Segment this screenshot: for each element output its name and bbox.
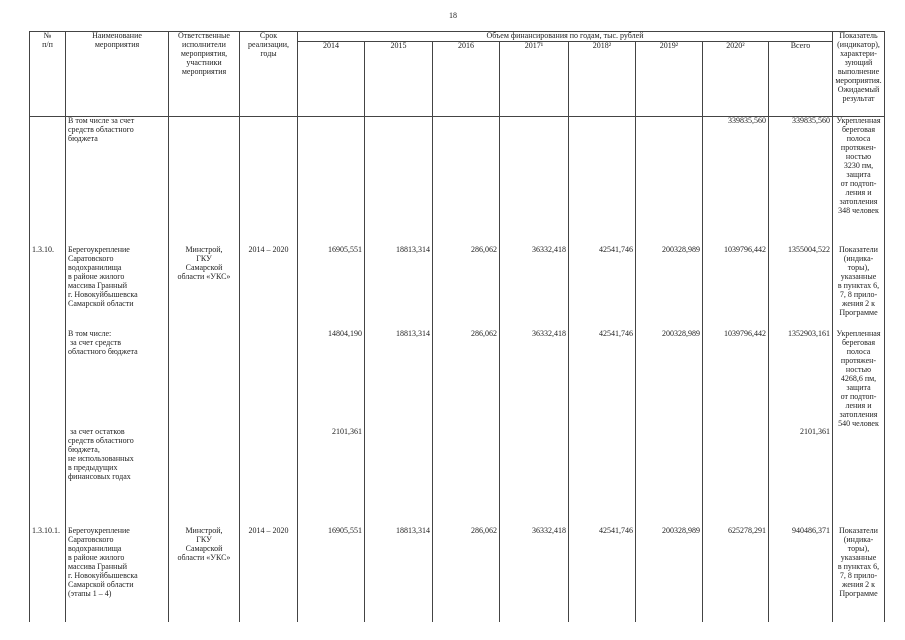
- row-executors: [169, 330, 240, 428]
- financing-table: [29, 31, 885, 622]
- row-value: 339835,560: [703, 117, 769, 243]
- row-value: [433, 428, 500, 523]
- row-term: [240, 330, 298, 428]
- year-header-6: 2020²: [703, 42, 769, 117]
- row-value: [569, 117, 636, 243]
- row-value: [703, 428, 769, 523]
- row-value: 16905,551: [298, 242, 365, 330]
- header-name: Наименование мероприятия: [66, 32, 169, 117]
- row-term: 2014 – 2020: [240, 523, 298, 622]
- row-value: 18813,314: [365, 330, 433, 428]
- table-row: [30, 242, 885, 330]
- row-indicator: Укрепленная береговая полоса протяжен- ностью 3230 пм, защита от подтоп- ления и затопления 348 человек: [833, 117, 885, 243]
- row-name: В том числе: за счет средств областного бюджета: [66, 330, 169, 428]
- table-row: [30, 117, 885, 243]
- header-indicator: Показатель (индикатор), характери- зующий выполнение мероприятия. Ожидаемый результат: [833, 32, 885, 117]
- row-name: В том числе за счет средств областного бюджета: [66, 117, 169, 243]
- row-value: 36332,418: [500, 523, 569, 622]
- table-row: [30, 428, 885, 523]
- table-row: [30, 330, 885, 428]
- row-value: 1039796,442: [703, 242, 769, 330]
- row-value: 940486,371: [769, 523, 833, 622]
- year-header-7: Всего: [769, 42, 833, 117]
- header-num: № п/п: [30, 32, 66, 117]
- row-value: [500, 428, 569, 523]
- row-term: [240, 428, 298, 523]
- row-value: [569, 428, 636, 523]
- row-value: 16905,551: [298, 523, 365, 622]
- header-row: [30, 32, 885, 42]
- year-header-0: 2014: [298, 42, 365, 117]
- row-term: [240, 117, 298, 243]
- row-value: [365, 428, 433, 523]
- year-header-4: 2018²: [569, 42, 636, 117]
- row-value: 1355004,522: [769, 242, 833, 330]
- row-value: [636, 428, 703, 523]
- header-funding: Объем финансирования по годам, тыс. рублей: [298, 32, 833, 42]
- row-indicator: Показатели (индика- торы), указанные в пунктах 6, 7, 8 прило- жения 2 к Программе: [833, 523, 885, 622]
- row-value: 36332,418: [500, 242, 569, 330]
- row-term: 2014 – 2020: [240, 242, 298, 330]
- row-value: [433, 117, 500, 243]
- row-executors: Минстрой, ГКУ Самарской области «УКС»: [169, 523, 240, 622]
- row-executors: Минстрой, ГКУ Самарской области «УКС»: [169, 242, 240, 330]
- row-value: 625278,291: [703, 523, 769, 622]
- row-value: 36332,418: [500, 330, 569, 428]
- row-name: за счет остатков средств областного бюджета, не использованных в предыдущих финансовых годах: [66, 428, 169, 523]
- page-number: 18: [449, 11, 457, 20]
- row-value: 2101,361: [298, 428, 365, 523]
- year-header-1: 2015: [365, 42, 433, 117]
- row-value: [500, 117, 569, 243]
- row-num: [30, 428, 66, 523]
- row-executors: [169, 428, 240, 523]
- row-value: 1352903,161: [769, 330, 833, 428]
- row-value: 339835,560: [769, 117, 833, 243]
- row-value: 42541,746: [569, 242, 636, 330]
- row-num: 1.3.10.1.: [30, 523, 66, 622]
- row-value: 18813,314: [365, 523, 433, 622]
- header-executors: Ответственные исполнители мероприятия, участники мероприятия: [169, 32, 240, 117]
- year-header-5: 2019²: [636, 42, 703, 117]
- row-value: 42541,746: [569, 523, 636, 622]
- row-value: 286,062: [433, 523, 500, 622]
- row-num: [30, 330, 66, 428]
- row-value: 286,062: [433, 330, 500, 428]
- row-value: 200328,989: [636, 330, 703, 428]
- row-value: 2101,361: [769, 428, 833, 523]
- header-term: Срок реализации, годы: [240, 32, 298, 117]
- row-indicator: [833, 428, 885, 523]
- row-value: 200328,989: [636, 242, 703, 330]
- row-num: [30, 117, 66, 243]
- row-value: 286,062: [433, 242, 500, 330]
- row-value: 42541,746: [569, 330, 636, 428]
- row-value: 1039796,442: [703, 330, 769, 428]
- row-value: 14804,190: [298, 330, 365, 428]
- year-header-2: 2016: [433, 42, 500, 117]
- row-value: 18813,314: [365, 242, 433, 330]
- year-header-3: 2017¹: [500, 42, 569, 117]
- row-value: 200328,989: [636, 523, 703, 622]
- table-row: [30, 523, 885, 622]
- row-indicator: Укрепленная береговая полоса протяжен- ностью 4268,6 пм, защита от подтоп- ления и затопления 540 человек: [833, 330, 885, 428]
- row-value: [636, 117, 703, 243]
- row-indicator: Показатели (индика- торы), указанные в пунктах 6, 7, 8 прило- жения 2 к Программе: [833, 242, 885, 330]
- row-value: [365, 117, 433, 243]
- row-num: 1.3.10.: [30, 242, 66, 330]
- row-name: Берегоукрепление Саратовского водохранилища в районе жилого массива Гранный г. Новокуйбышевска Самарской области (этапы 1 – 4): [66, 523, 169, 622]
- row-name: Берегоукрепление Саратовского водохранилища в районе жилого массива Гранный г. Новокуйбышевска Самарской области: [66, 242, 169, 330]
- row-value: [298, 117, 365, 243]
- row-executors: [169, 117, 240, 243]
